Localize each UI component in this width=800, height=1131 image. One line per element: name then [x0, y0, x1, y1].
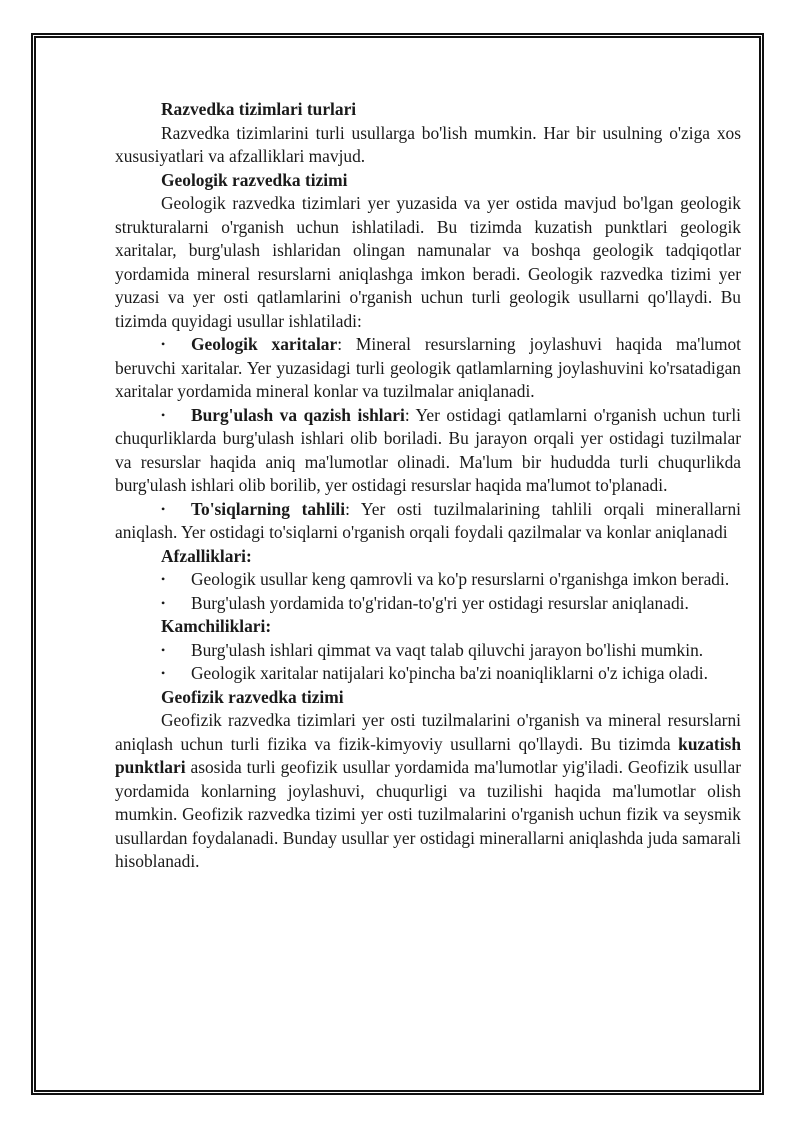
list-item-advantage: [115, 568, 741, 592]
list-item-disadvantage: [115, 639, 741, 663]
method-text: : Mineral resurslarning joylashuvi haqida ma'lumot beruvchi xaritalar. Yer yuzasidagi turli geologik qatlamlarning joylashuvini ko'rsatadigan xaritalar yordamida mineral konlar va tuzilmalar aniqlanadi.: [115, 334, 741, 401]
heading-afzalliklari: Afzalliklari:: [161, 545, 252, 566]
disadvantage-text: Burg'ulash ishlari qimmat va vaqt talab qiluvchi jarayon bo'lishi mumkin.: [191, 639, 704, 660]
method-term: Geologik xaritalar: [191, 334, 338, 354]
document-body: [115, 98, 741, 874]
heading-razvedka-turlari: Razvedka tizimlari turlari: [161, 99, 357, 119]
list-item-method: [115, 404, 741, 498]
bullet-icon: •: [161, 572, 166, 586]
list-item-disadvantage: [115, 662, 741, 686]
list-item-advantage: [115, 592, 741, 616]
geologik-paragraph: Geologik razvedka tizimlari yer yuzasida va yer ostida mavjud bo'lgan geologik strukturalarni o'rganish uchun ishlatiladi. Bu tizimda kuzatish punktlari geologik xaritalar, burg'ulash ishlaridan olingan namunalar va boshqa geologik tadqiqotlar yordamida mineral resurslarni aniqlashga imkon beradi. Geologik razvedka tizimi yer yuzasi va yer osti qatlamlarini o'rganish uchun turli geologik usullarni qo'llaydi. Bu tizimda quyidagi usullar ishlatiladi:: [115, 193, 741, 331]
list-item-method: [115, 333, 741, 404]
disadvantage-text: Geologik xaritalar natijalari ko'pincha ba'zi noaniqliklarni o'z ichiga oladi.: [191, 663, 708, 683]
advantage-text: Burg'ulash yordamida to'g'ridan-to'g'ri yer ostidagi resurslar aniqlanadi.: [191, 592, 689, 613]
intro-paragraph: Razvedka tizimlarini turli usullarga bo'lish mumkin. Har bir usulning o'ziga xos xususiyatlari va afzalliklari mavjud.: [115, 122, 741, 166]
method-text: : Yer osti tuzilmalarining tahlili orqali minerallarni aniqlash. Yer ostidagi to'siqlarni o'rganish orqali foydali qazilmalar va konlar aniqlanadi: [115, 498, 742, 542]
heading-geologik: Geologik razvedka tizimi: [161, 169, 348, 190]
geofizik-paragraph: [115, 709, 741, 874]
list-item-method: [115, 498, 741, 545]
heading-geofizik: Geofizik razvedka tizimi: [161, 686, 344, 707]
bullet-icon: •: [161, 595, 166, 610]
bullet-icon: •: [161, 501, 166, 516]
bullet-icon: •: [161, 407, 166, 422]
method-term: Burg'ulash va qazish ishlari: [191, 404, 405, 425]
advantage-text: Geologik usullar keng qamrovli va ko'p resurslarni o'rganishga imkon beradi.: [191, 569, 730, 589]
geofizik-text-a: Geofizik razvedka tizimlari yer osti tuzilmalarini o'rganish va mineral resurslarni aniqlash uchun turli fizika va fizik-kimyoviy usullarni qo'llaydi. Bu tizimda: [115, 710, 741, 754]
heading-kamchiliklari: Kamchiliklari:: [161, 616, 272, 636]
geofizik-bold-term: kuzatish punktlari: [115, 733, 741, 777]
method-term: To'siqlarning tahlili: [191, 498, 346, 519]
bullet-icon: •: [161, 642, 166, 657]
bullet-icon: •: [161, 337, 166, 351]
method-text: : Yer ostidagi qatlamlarni o'rganish uchun turli chuqurliklarda burg'ulash ishlari olib boriladi. Bu jarayon orqali yer ostidagi tuzilmalar va resurslar haqida aniq ma'lumotlar olinadi. Ma'lum bir hududda turli chuqurlikda burg'ulash ishlari olib borilib, yer ostidagi resurslar haqida ma'lumot to'planadi.: [115, 404, 741, 495]
bullet-icon: •: [161, 666, 166, 680]
geofizik-text-b: asosida turli geofizik usullar yordamida ma'lumotlar yig'iladi. Geofizik usullar yordamida konlarning joylashuvi, chuqurligi va tuzilishi haqida ma'lumotlar olish mumkin. Geofizik razvedka tizimi yer osti tuzilmalarini o'rganish uchun fizik va seysmik usullardan foydalanadi. Bunday usullar yer ostidagi minerallarni aniqlashda juda samarali hisoblanadi.: [115, 757, 741, 871]
